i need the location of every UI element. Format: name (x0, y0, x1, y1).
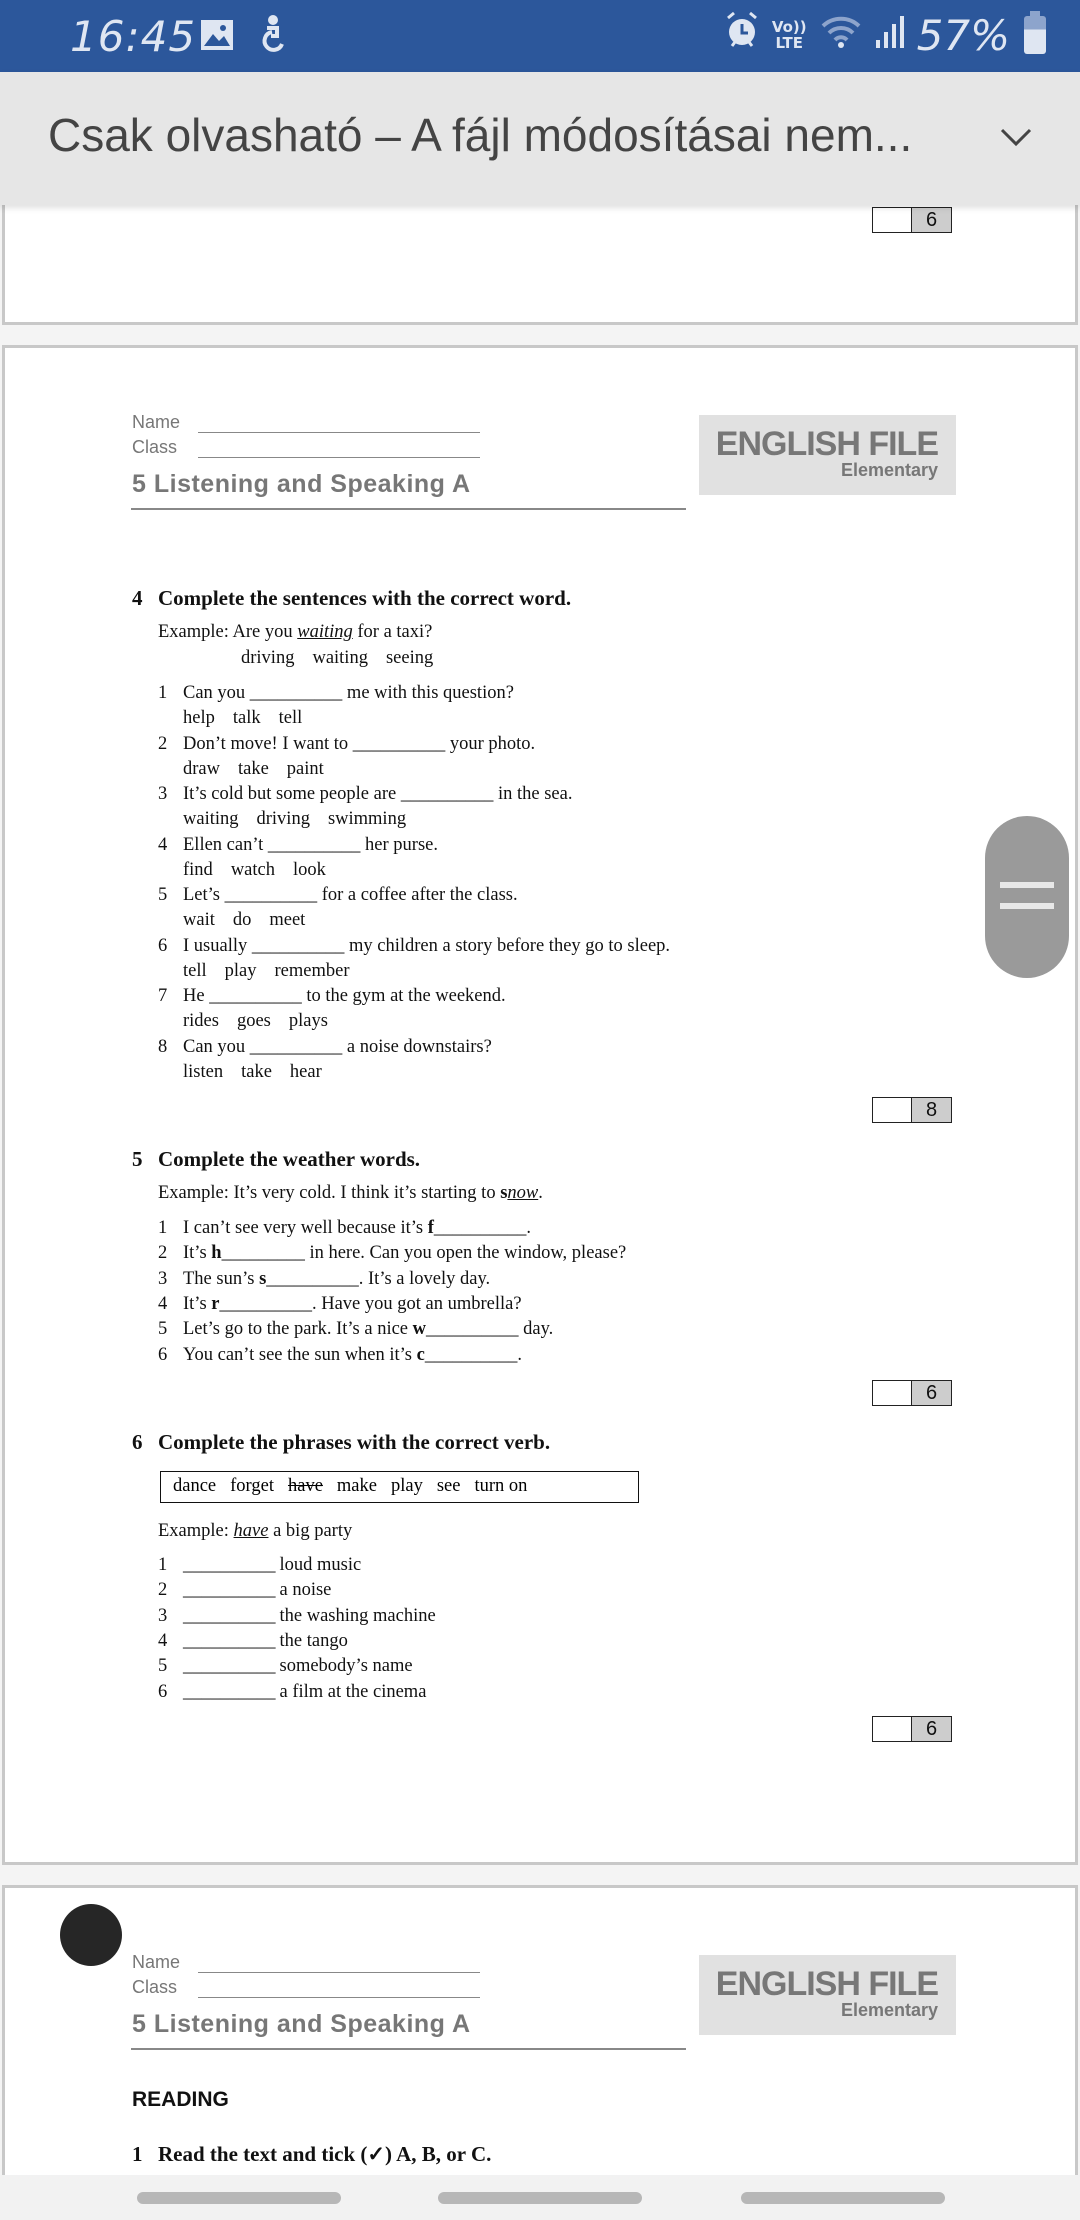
question-item (158, 1294, 522, 1315)
example-prefix: Example: It’s very cold. I think it’s starting to (158, 1183, 501, 1203)
question-item (158, 734, 535, 755)
option: paint (286, 758, 324, 779)
word-box-word: see (436, 1476, 461, 1496)
word-box-word: turn on (474, 1476, 528, 1496)
option: meet (269, 910, 306, 930)
battery-percent: 57% (916, 10, 1010, 60)
volte-icon (772, 19, 807, 51)
score-max: 6 (912, 208, 951, 232)
item-text-after: __________. (424, 1344, 522, 1365)
option: tell (278, 708, 303, 728)
score-max: 6 (912, 1717, 951, 1741)
score-max: 6 (912, 1381, 951, 1405)
unit-rule (131, 2048, 686, 2050)
option: take (237, 758, 269, 779)
item-text: Let’s __________ for a coffee after the class. (183, 885, 518, 905)
item-number: 3 (158, 1268, 168, 1289)
document-page-3 (2, 1885, 1078, 2220)
question-item (158, 1037, 492, 1058)
item-letter: s (259, 1268, 267, 1289)
logo-main: ENGLISH FILE (715, 425, 938, 463)
item-number: 1 (158, 683, 168, 703)
example-suffix: . (538, 1183, 543, 1203)
option: hear (289, 1061, 322, 1082)
logo-sub: Elementary (840, 2000, 938, 2020)
banner-title: Csak olvasható – A fájl módosításai nem... (48, 109, 913, 161)
alarm-icon (724, 10, 760, 60)
word-box-word: dance (173, 1476, 217, 1496)
phrase-item (158, 1631, 348, 1652)
class-line (198, 1997, 480, 1998)
section-number: 1 (132, 2142, 143, 2166)
option: draw (183, 758, 220, 779)
section-5-title (132, 1147, 420, 1172)
item-text: He __________ to the gym at the weekend. (183, 986, 506, 1006)
home-button[interactable] (438, 2192, 642, 2204)
option: find (183, 859, 213, 880)
name-line (198, 1972, 480, 1973)
status-time: 16:45 (70, 12, 197, 61)
section-title-text: Complete the sentences with the correct word. (158, 586, 572, 610)
item-text: Can you __________ me with this question? (183, 683, 514, 703)
navigation-bar (0, 2175, 1080, 2220)
logo-main: ENGLISH FILE (715, 1965, 938, 2003)
item-text-after: __________. (433, 1218, 531, 1238)
item-text-after: __________. Have you got an umbrella? (219, 1293, 522, 1314)
example-answer: have (233, 1521, 269, 1541)
section-5-example (158, 1183, 543, 1204)
item-letter: h (211, 1243, 222, 1264)
read-only-banner[interactable] (0, 72, 1080, 205)
item-text: The sun’s (183, 1268, 260, 1289)
item-number: 4 (158, 834, 168, 855)
name-line (198, 432, 480, 433)
item-options (183, 1062, 340, 1083)
item-options (183, 910, 323, 931)
score-blank (873, 1381, 912, 1405)
item-text-after: _________ in here. Can you open the window, please? (221, 1243, 627, 1264)
option: rides (183, 1011, 219, 1031)
option: watch (230, 859, 275, 880)
item-number: 7 (158, 986, 168, 1006)
item-number: 3 (158, 1605, 168, 1626)
item-blank: __________ (183, 1605, 276, 1626)
item-text: Let’s go to the park. It’s a nice (183, 1319, 413, 1340)
item-blank: __________ (183, 1681, 276, 1702)
item-text: It’s (183, 1243, 212, 1264)
option: goes (236, 1011, 271, 1031)
question-item (158, 885, 518, 906)
item-number: 1 (158, 1555, 168, 1575)
item-text: somebody’s name (279, 1656, 413, 1677)
item-text: Can you __________ a noise downstairs? (183, 1036, 492, 1057)
recents-button[interactable] (137, 2192, 341, 2204)
class-line (198, 457, 480, 458)
option: listen (183, 1061, 224, 1082)
score-box (872, 1380, 952, 1406)
item-text: Ellen can’t __________ her purse. (183, 834, 438, 855)
item-options (183, 961, 368, 982)
question-item (158, 1269, 490, 1290)
section-title-text: Read the text and tick (✓) A, B, or C. (158, 2142, 492, 2166)
phrase-item (158, 1580, 331, 1601)
item-text: Don’t move! I want to __________ your photo. (183, 733, 536, 754)
battery-icon (1024, 16, 1046, 54)
accessibility-icon (258, 14, 288, 58)
item-text: I usually __________ my children a story before they go to sleep. (183, 935, 671, 956)
item-options (183, 809, 424, 830)
section-number: 6 (132, 1430, 143, 1454)
item-blank: __________ (183, 1555, 276, 1575)
option: talk (232, 708, 261, 728)
score-max: 8 (912, 1098, 951, 1122)
question-item (158, 683, 514, 704)
item-text: It’s (183, 1293, 212, 1314)
option: do (232, 910, 252, 930)
gallery-icon (200, 18, 234, 56)
question-item (158, 1218, 531, 1239)
option: take (241, 1061, 272, 1082)
item-number: 4 (158, 1293, 168, 1314)
word-box-word: have (287, 1476, 323, 1496)
item-letter: c (416, 1344, 425, 1365)
reading-heading: READING (132, 2088, 229, 2111)
item-text: I can’t see very well because it’s (183, 1218, 428, 1238)
phrase-item (158, 1656, 413, 1677)
item-text: the tango (279, 1630, 348, 1651)
example-options (241, 648, 451, 669)
question-item (158, 1319, 553, 1340)
item-letter: f (427, 1218, 434, 1238)
item-options (183, 708, 320, 729)
phrase-item (158, 1555, 361, 1576)
question-item (158, 1345, 522, 1366)
touch-indicator (60, 1904, 122, 1966)
unit-title: 5 Listening and Speaking A (132, 470, 471, 498)
item-blank: __________ (183, 1630, 276, 1651)
question-item (158, 835, 438, 856)
option: help (183, 708, 215, 728)
status-bar (0, 0, 1080, 72)
name-label: Name (132, 1952, 181, 1972)
option: look (293, 859, 326, 880)
question-item (158, 1243, 626, 1264)
chevron-down-icon[interactable] (996, 118, 1036, 158)
score-blank (873, 1098, 912, 1122)
item-number: 5 (158, 885, 168, 905)
item-text-after: __________. It’s a lovely day. (266, 1268, 491, 1289)
word-box (160, 1471, 639, 1503)
score-box (872, 1097, 952, 1123)
option: driving (241, 648, 295, 668)
option: waiting (312, 648, 368, 668)
example-prefix: Example: (158, 1521, 234, 1541)
item-text: It’s cold but some people are __________ in the sea. (183, 784, 573, 804)
item-options (183, 759, 342, 780)
score-blank (873, 1717, 912, 1741)
item-number: 2 (158, 733, 168, 754)
item-letter: w (412, 1319, 427, 1340)
example-suffix: for a taxi? (352, 622, 433, 642)
example-suffix: a big party (268, 1521, 353, 1541)
item-text-after: __________ day. (426, 1319, 554, 1340)
class-label: Class (132, 437, 178, 457)
item-number: 5 (158, 1319, 168, 1340)
section-title-text: Complete the phrases with the correct verb. (158, 1430, 551, 1454)
example-letter: s (500, 1183, 508, 1203)
back-button[interactable] (741, 2192, 945, 2204)
section-number: 4 (132, 586, 143, 610)
option: play (224, 960, 257, 981)
item-letter: r (211, 1293, 220, 1314)
item-text: You can’t see the sun when it’s (183, 1344, 417, 1365)
lte-label: LTE (775, 34, 804, 52)
item-number: 8 (158, 1036, 168, 1057)
item-blank: __________ (183, 1580, 276, 1601)
question-item (158, 784, 572, 805)
name-label: Name (132, 412, 181, 432)
option: seeing (385, 648, 434, 668)
item-number: 2 (158, 1580, 168, 1601)
question-item (158, 986, 506, 1007)
section-title-text: Complete the weather words. (158, 1147, 421, 1171)
item-options (183, 1011, 346, 1032)
item-number: 4 (158, 1630, 168, 1651)
option: wait (183, 910, 215, 930)
option: remember (274, 960, 350, 981)
score-box (872, 207, 952, 233)
wifi-icon (819, 11, 863, 60)
example-prefix: Example: Are you (158, 622, 298, 642)
volte-label: Vo)) (771, 18, 807, 36)
question-item (158, 936, 670, 957)
section-6-example (158, 1521, 352, 1542)
item-number: 6 (158, 1681, 168, 1702)
unit-title: 5 Listening and Speaking A (132, 2010, 471, 2038)
option: swimming (327, 809, 407, 829)
option: driving (256, 809, 310, 829)
score-blank (873, 208, 912, 232)
example-answer: now (507, 1183, 539, 1203)
section-4-title (132, 586, 571, 611)
option: plays (288, 1011, 328, 1031)
english-file-logo (699, 415, 956, 495)
fast-scroll-handle[interactable] (985, 816, 1069, 978)
signal-icon (875, 11, 905, 60)
item-text: loud music (279, 1555, 362, 1575)
item-blank: __________ (183, 1656, 276, 1677)
item-text: a film at the cinema (279, 1681, 427, 1702)
example-answer: waiting (297, 622, 353, 642)
item-number: 6 (158, 1344, 168, 1365)
word-box-word: play (390, 1476, 423, 1496)
phrase-item (158, 1682, 426, 1703)
class-label: Class (132, 1977, 178, 1997)
item-number: 1 (158, 1218, 168, 1238)
english-file-logo (699, 1955, 956, 2035)
phrase-item (158, 1606, 436, 1627)
item-number: 5 (158, 1656, 168, 1677)
item-number: 2 (158, 1243, 168, 1264)
unit-rule (131, 508, 686, 510)
item-number: 6 (158, 935, 168, 956)
section-4-example (158, 622, 432, 643)
logo-sub: Elementary (840, 460, 938, 480)
option: tell (183, 960, 207, 981)
section-number: 5 (132, 1147, 143, 1171)
item-text: a noise (279, 1580, 332, 1601)
section-6-title (132, 1430, 550, 1455)
item-number: 3 (158, 784, 168, 804)
word-box-word: forget (230, 1476, 274, 1496)
item-text: the washing machine (279, 1605, 436, 1626)
word-box-word: make (336, 1476, 377, 1496)
score-box (872, 1716, 952, 1742)
item-options (183, 860, 344, 881)
section-1-title (132, 2142, 491, 2167)
document-page-2 (2, 345, 1078, 1865)
option: waiting (183, 809, 239, 829)
